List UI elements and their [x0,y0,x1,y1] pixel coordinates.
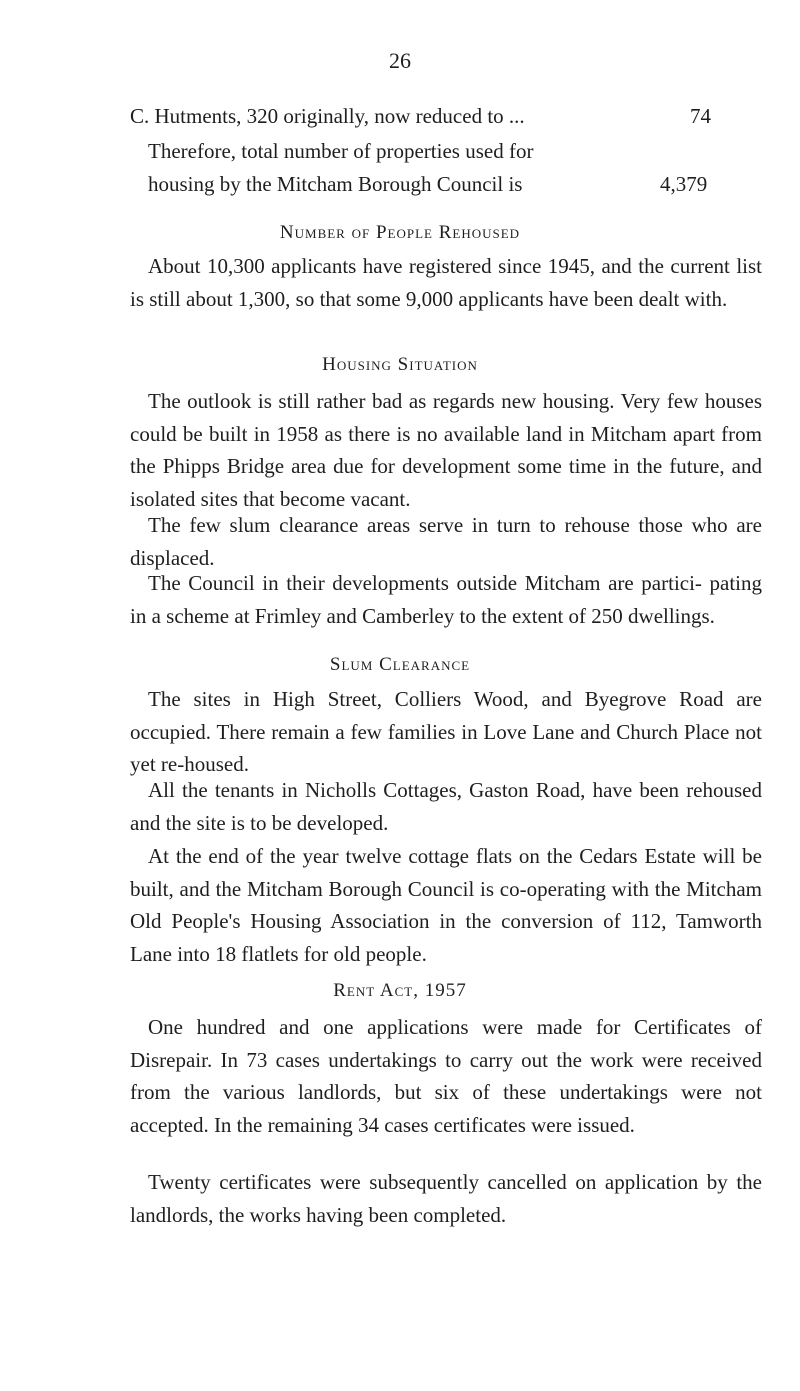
heading-rent-act: Rent Act, 1957 [333,980,467,1001]
paragraph-nicholls-cottages: All the tenants in Nicholls Cottages, Gaston Road, have been rehoused and the site is to be developed. [130,778,762,835]
paragraph-housing-outlook: The outlook is still rather bad as regards new housing. Very few houses could be built in 1958 as there is no available land in Mitcham apart from the Phipps Bridge area due for development some time in the future, and isolated sites that become vacant. [130,389,762,511]
paragraph-frimley-scheme: The Council in their developments outside Mitcham are partici- pating in a scheme at Frimley and Camberley to the extent of 250 dwellings. [130,571,762,628]
heading-people-rehoused: Number of People Rehoused [279,222,521,243]
heading-slum-clearance: Slum Clearance [329,654,471,675]
hutments-value: 74 [690,104,711,128]
paragraph-certificates-disrepair: One hundred and one applications were made for Certificates of Disrepair. In 73 cases undertakings to carry out the work were received from the various landlords, but six of these undertakings were not accepted. In the remaining 34 cases certificates were issued. [130,1015,762,1137]
heading-housing-situation: Housing Situation [322,354,478,375]
total-line-2: housing by the Mitcham Borough Council is [148,172,523,196]
total-line-1: Therefore, total number of properties used for [148,139,534,163]
hutments-label: C. Hutments, 320 originally, now reduced to ... [130,104,525,128]
paragraph-sites-occupied: The sites in High Street, Colliers Wood, and Byegrove Road are occupied. There remain a few families in Love Lane and Church Place not yet re-housed. [130,687,762,776]
paragraph-cedars-estate: At the end of the year twelve cottage flats on the Cedars Estate will be built, and the Mitcham Borough Council is co-operating with the Mitcham Old People's Housing Association in the conversion of 112, Tamworth Lane into 18 flatlets for old people. [130,844,762,966]
paragraph-rehoused: About 10,300 applicants have registered since 1945, and the current list is still about 1,300, so that some 9,000 applicants have been dealt with. [130,254,762,311]
total-value: 4,379 [660,172,708,196]
paragraph-slum-areas: The few slum clearance areas serve in turn to rehouse those who are displaced. [130,513,762,570]
page-number: 26 [389,48,411,73]
paragraph-certificates-cancelled: Twenty certificates were subsequently cancelled on application by the landlords, the works having been completed. [130,1170,762,1227]
